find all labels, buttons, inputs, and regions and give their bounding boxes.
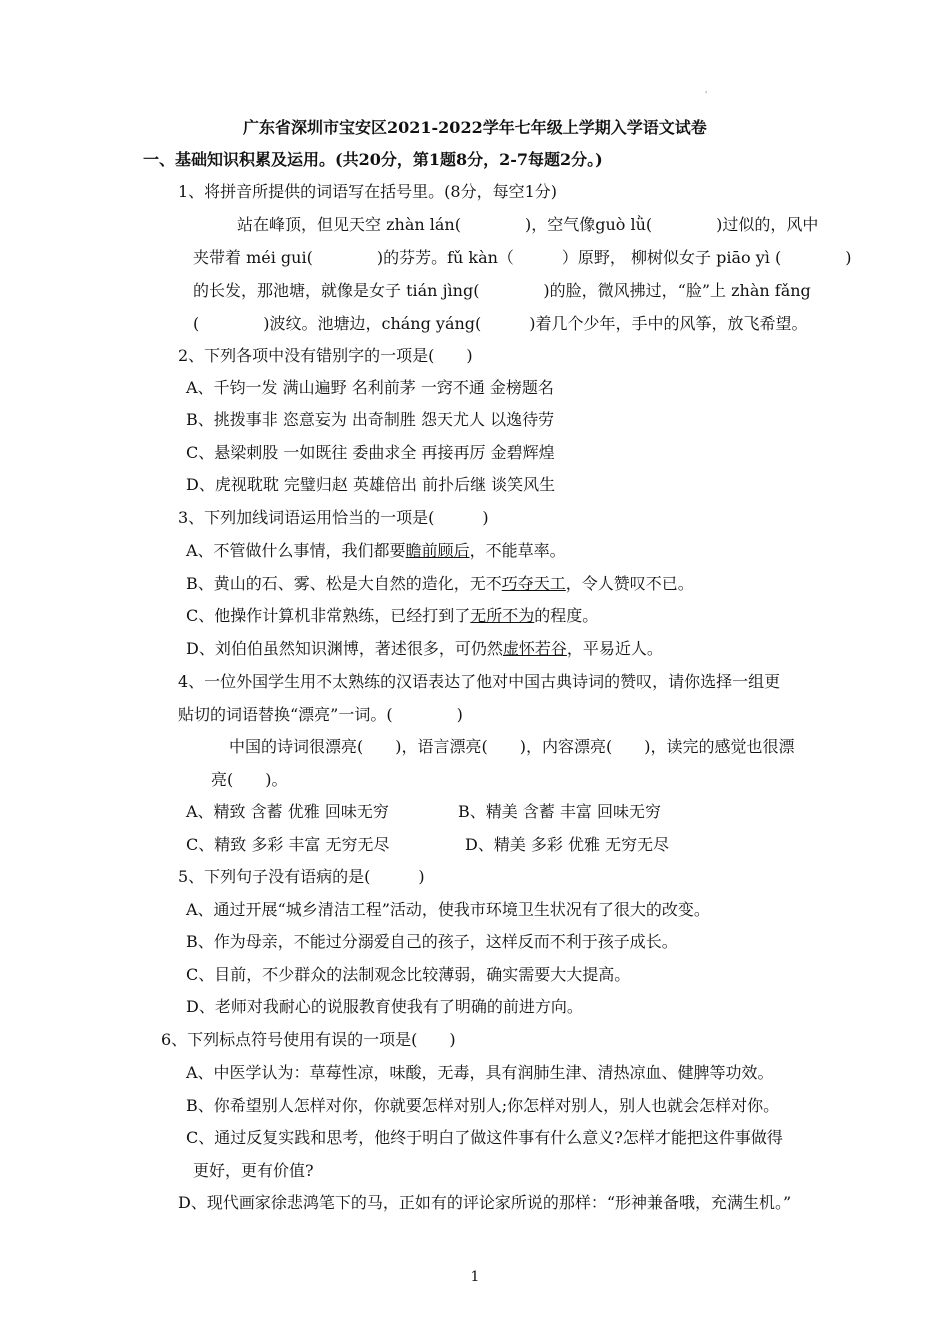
- q5-stem: 5、下列句子没有语病的是( ): [178, 867, 425, 886]
- q3-option-text: 的程度。: [534, 606, 599, 625]
- q4-option: A、精致 含蓄 优雅 回味无穷: [186, 802, 389, 821]
- q3-option: [186, 639, 663, 659]
- page-number: 1: [470, 1269, 480, 1285]
- underlined-phrase: 虚怀若谷: [502, 639, 567, 658]
- page-title: 广东省深圳市宝安区2021-2022学年七年级上学期入学语文试卷: [243, 118, 707, 137]
- q3-option: [186, 606, 598, 626]
- q3-option: [186, 541, 566, 561]
- underlined-phrase: 无所不为: [470, 606, 535, 625]
- q1-line: 的长发，那池塘，就像是女子 tián jìng( )的脸，微风拂过，“脸”上 zhàn fǎng: [193, 281, 811, 300]
- q3-option: [186, 574, 694, 594]
- q6-option: C、通过反复实践和思考，他终于明白了做这件事有什么意义?怎样才能把这件事做得: [186, 1128, 783, 1147]
- q5-option: C、目前，不少群众的法制观念比较薄弱，确实需要大大提高。: [186, 965, 631, 984]
- header-mark: ': [705, 90, 708, 99]
- q3-option-text: B、黄山的石、雾、松是大自然的造化，无不: [186, 574, 502, 593]
- underlined-phrase: 巧夺天工: [501, 574, 566, 593]
- q5-option: B、作为母亲，不能过分溺爱自己的孩子，这样反而不利于孩子成长。: [186, 932, 678, 951]
- q2-option: B、挑拨事非 恣意妄为 出奇制胜 怨天尤人 以逸待劳: [186, 410, 555, 429]
- q4-stem: 贴切的词语替换“漂亮”一词。( ): [178, 705, 463, 724]
- q1-line: 站在峰顶，但见天空 zhàn lán( )，空气像guò lǜ( )过似的，风中: [237, 215, 819, 234]
- q5-option: D、老师对我耐心的说服教育使我有了明确的前进方向。: [186, 997, 583, 1016]
- q6-option: D、现代画家徐悲鸿笔下的马，正如有的评论家所说的那样：“形神兼备哦，充满生机。”: [178, 1193, 792, 1212]
- q4-stem: 4、一位外国学生用不太熟练的汉语表达了他对中国古典诗词的赞叹，请你选择一组更: [178, 672, 781, 691]
- q6-option: A、中医学认为：草莓性凉，味酸，无毒，具有润肺生津、清热凉血、健脾等功效。: [186, 1063, 774, 1082]
- q1-stem: 1、将拼音所提供的词语写在括号里。(8分，每空1分): [178, 182, 558, 201]
- q6-option: B、你希望别人怎样对你，你就要怎样对别人;你怎样对别人，别人也就会怎样对你。: [186, 1096, 780, 1115]
- q3-option-text: D、刘伯伯虽然知识渊博，著述很多，可仍然: [186, 639, 503, 658]
- q4-option: C、精致 多彩 丰富 无穷无尽: [186, 835, 390, 854]
- q3-option-text: A、不管做什么事情，我们都要: [186, 541, 406, 560]
- q1-line: ( )波纹。池塘边，cháng yáng( )着几个少年，手中的风筝，放飞希望。: [193, 314, 808, 333]
- q4-option: B、精美 含蓄 丰富 回味无穷: [458, 802, 662, 821]
- q2-option: D、虎视耽耽 完璧归赵 英雄倍出 前扑后继 谈笑风生: [186, 475, 556, 494]
- q6-stem: 6、下列标点符号使用有误的一项是( ): [161, 1030, 456, 1049]
- q6-option: 更好，更有价值?: [193, 1161, 314, 1180]
- underlined-phrase: 瞻前顾后: [405, 541, 470, 560]
- section-heading: 一、基础知识积累及运用。(共20分，第1题8分，2-7每题2分。): [143, 150, 603, 169]
- q4-option: D、精美 多彩 优雅 无穷无尽: [465, 835, 670, 854]
- q5-option: A、通过开展“城乡清洁工程”活动，使我市环境卫生状况有了很大的改变。: [186, 900, 710, 919]
- q3-option-text: C、他操作计算机非常熟练，已经打到了: [186, 606, 471, 625]
- q4-sentence: 亮( )。: [211, 770, 288, 789]
- q3-option-text: ，平易近人。: [566, 639, 663, 658]
- q2-option: A、千钧一发 满山遍野 名利前茅 一窍不通 金榜题名: [186, 378, 554, 397]
- q4-sentence: 中国的诗词很漂亮( )，语言漂亮( )，内容漂亮( )，读完的感觉也很漂: [229, 737, 795, 756]
- q3-option-text: ，令人赞叹不已。: [565, 574, 694, 593]
- q2-option: C、悬梁刺股 一如既往 委曲求全 再接再厉 金碧辉煌: [186, 443, 555, 462]
- q1-line: 夹带着 méi gui( )的芬芳。fǔ kàn（ ）原野， 柳树似女子 piāo yì ( ): [193, 248, 852, 267]
- q2-stem: 2、下列各项中没有错别字的一项是( ): [178, 346, 473, 365]
- q3-stem: 3、下列加线词语运用恰当的一项是( ): [178, 508, 489, 527]
- q3-option-text: ，不能草率。: [469, 541, 566, 560]
